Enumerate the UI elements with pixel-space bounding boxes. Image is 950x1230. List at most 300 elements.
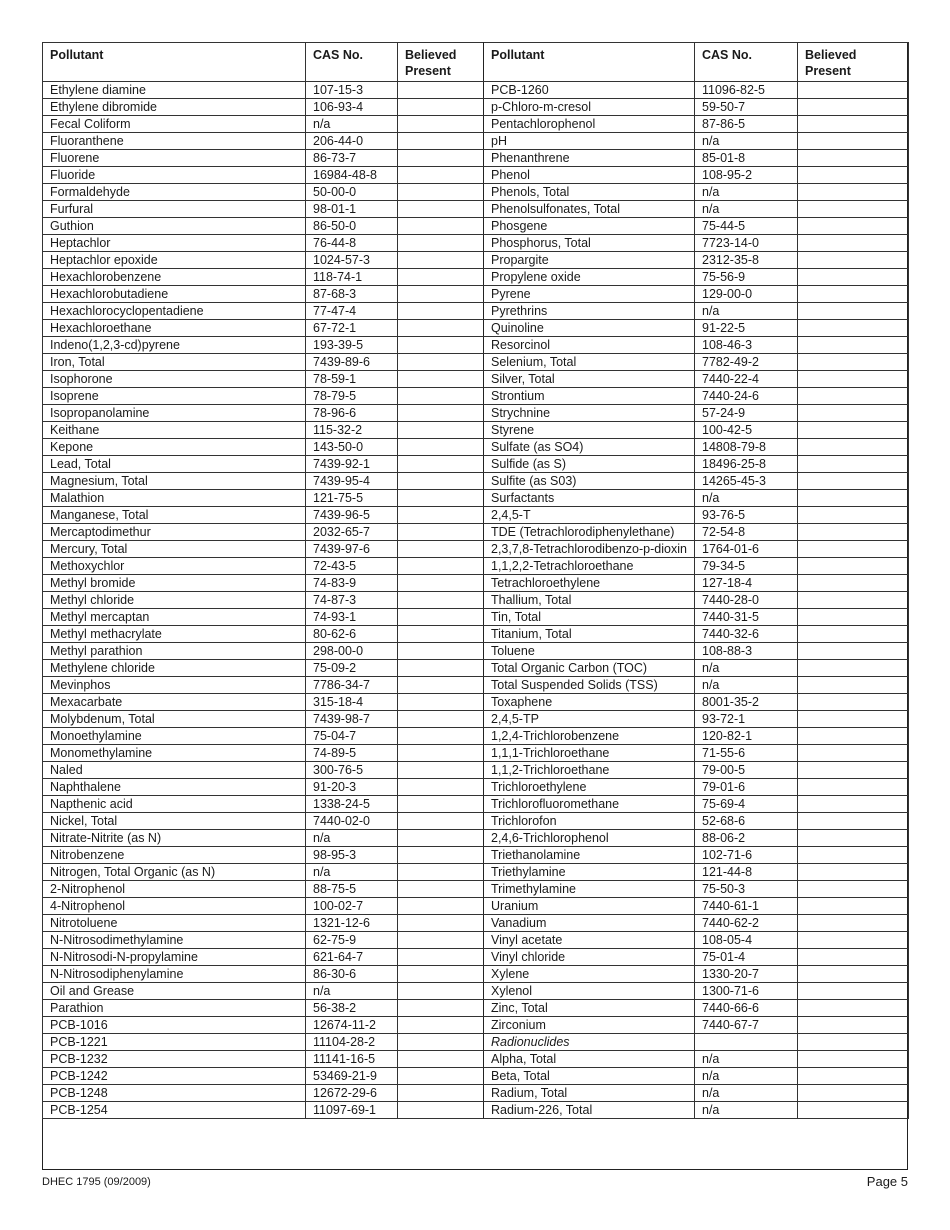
left-pollutant-cell: Fluorene [43,150,306,167]
right-believed-present-cell[interactable] [798,252,909,269]
left-believed-present-cell[interactable] [398,1034,484,1051]
left-believed-present-cell[interactable] [398,847,484,864]
left-believed-present-cell[interactable] [398,133,484,150]
right-cas-cell: n/a [695,660,798,677]
page-number: Page 5 [866,1174,908,1189]
right-believed-present-cell[interactable] [798,1051,909,1068]
table-row [43,184,909,201]
header-right-believed: Believed Present [798,43,909,82]
left-believed-present-cell[interactable] [398,575,484,592]
right-believed-present-cell[interactable] [798,235,909,252]
left-pollutant-cell: Mevinphos [43,677,306,694]
table-row [43,1051,909,1068]
left-cas-cell: 74-93-1 [306,609,398,626]
right-believed-present-cell[interactable] [798,456,909,473]
left-pollutant-cell: Mercaptodimethur [43,524,306,541]
table-row [43,830,909,847]
right-cas-cell: n/a [695,1068,798,1085]
left-believed-present-cell[interactable] [398,116,484,133]
left-believed-present-cell[interactable] [398,1051,484,1068]
right-pollutant-cell: 1,1,2,2-Tetrachloroethane [484,558,695,575]
right-cas-cell: 75-56-9 [695,269,798,286]
right-cas-cell: 79-00-5 [695,762,798,779]
left-cas-cell: 86-30-6 [306,966,398,983]
left-pollutant-cell: Methyl parathion [43,643,306,660]
left-cas-cell: 298-00-0 [306,643,398,660]
left-believed-present-cell[interactable] [398,99,484,116]
left-pollutant-cell: Methyl bromide [43,575,306,592]
table-row [43,779,909,796]
right-believed-present-cell[interactable] [798,677,909,694]
right-cas-cell: n/a [695,133,798,150]
right-pollutant-cell: 1,1,2-Trichloroethane [484,762,695,779]
right-pollutant-cell: Propylene oxide [484,269,695,286]
right-believed-present-cell[interactable] [798,694,909,711]
right-believed-present-cell[interactable] [798,167,909,184]
left-believed-present-cell[interactable] [398,269,484,286]
right-believed-present-cell[interactable] [798,626,909,643]
right-believed-present-cell[interactable] [798,303,909,320]
header-row [43,43,909,82]
left-believed-present-cell[interactable] [398,915,484,932]
right-cas-cell: 108-88-3 [695,643,798,660]
right-cas-cell: 1330-20-7 [695,966,798,983]
right-believed-present-cell[interactable] [798,1017,909,1034]
right-pollutant-cell: Sulfate (as SO4) [484,439,695,456]
right-cas-cell: 93-76-5 [695,507,798,524]
left-cas-cell: 98-95-3 [306,847,398,864]
table-row [43,490,909,507]
right-believed-present-cell[interactable] [798,711,909,728]
right-pollutant-cell: Vinyl chloride [484,949,695,966]
right-cas-cell: 7440-66-6 [695,1000,798,1017]
left-believed-present-cell[interactable] [398,286,484,303]
right-cas-cell: 7440-22-4 [695,371,798,388]
left-believed-present-cell[interactable] [398,201,484,218]
left-cas-cell: 1321-12-6 [306,915,398,932]
right-cas-cell: 7440-67-7 [695,1017,798,1034]
right-pollutant-cell: Strontium [484,388,695,405]
right-believed-present-cell[interactable] [798,575,909,592]
left-believed-present-cell[interactable] [398,1068,484,1085]
left-believed-present-cell[interactable] [398,813,484,830]
right-cas-cell: 1764-01-6 [695,541,798,558]
left-cas-cell: 74-89-5 [306,745,398,762]
right-pollutant-cell: Trimethylamine [484,881,695,898]
right-pollutant-cell: Vinyl acetate [484,932,695,949]
table-row [43,303,909,320]
right-believed-present-cell[interactable] [798,286,909,303]
left-believed-present-cell[interactable] [398,881,484,898]
left-pollutant-cell: Nitrotoluene [43,915,306,932]
left-pollutant-cell: Ethylene dibromide [43,99,306,116]
left-pollutant-cell: Monoethylamine [43,728,306,745]
right-cas-cell: n/a [695,1051,798,1068]
right-pollutant-cell: Phosphorus, Total [484,235,695,252]
right-pollutant-cell: Silver, Total [484,371,695,388]
right-pollutant-cell: Toxaphene [484,694,695,711]
right-believed-present-cell[interactable] [798,150,909,167]
table-row [43,915,909,932]
left-cas-cell: n/a [306,830,398,847]
right-believed-present-cell[interactable] [798,269,909,286]
left-believed-present-cell[interactable] [398,541,484,558]
left-believed-present-cell[interactable] [398,677,484,694]
right-pollutant-cell: PCB-1260 [484,82,695,99]
table-row [43,983,909,1000]
left-pollutant-cell: Molybdenum, Total [43,711,306,728]
right-cas-cell: 8001-35-2 [695,694,798,711]
right-believed-present-cell[interactable] [798,99,909,116]
header-left-pollutant: Pollutant [43,43,306,82]
right-believed-present-cell[interactable] [798,405,909,422]
left-believed-present-cell[interactable] [398,609,484,626]
right-pollutant-cell: Sulfide (as S) [484,456,695,473]
left-cas-cell: 77-47-4 [306,303,398,320]
left-believed-present-cell[interactable] [398,371,484,388]
right-cas-cell: 129-00-0 [695,286,798,303]
right-pollutant-cell: Titanium, Total [484,626,695,643]
left-cas-cell: 16984-48-8 [306,167,398,184]
table-row [43,422,909,439]
left-believed-present-cell[interactable] [398,150,484,167]
table-row [43,252,909,269]
right-cas-cell: 2312-35-8 [695,252,798,269]
left-believed-present-cell[interactable] [398,660,484,677]
right-pollutant-cell: Toluene [484,643,695,660]
left-cas-cell: 62-75-9 [306,932,398,949]
right-cas-cell [695,1034,798,1051]
right-cas-cell: n/a [695,1085,798,1102]
table-row [43,473,909,490]
left-cas-cell: 53469-21-9 [306,1068,398,1085]
right-believed-present-cell[interactable] [798,830,909,847]
right-cas-cell: 87-86-5 [695,116,798,133]
left-believed-present-cell[interactable] [398,711,484,728]
right-believed-present-cell[interactable] [798,660,909,677]
right-cas-cell: 79-34-5 [695,558,798,575]
table-row [43,762,909,779]
table-row [43,405,909,422]
right-believed-present-cell[interactable] [798,422,909,439]
right-cas-cell: 7782-49-2 [695,354,798,371]
right-cas-cell: 7440-62-2 [695,915,798,932]
left-cas-cell: 1024-57-3 [306,252,398,269]
left-pollutant-cell: Nitrate-Nitrite (as N) [43,830,306,847]
table-row [43,235,909,252]
left-believed-present-cell[interactable] [398,388,484,405]
right-pollutant-cell: Vanadium [484,915,695,932]
left-cas-cell: 7439-89-6 [306,354,398,371]
right-believed-present-cell[interactable] [798,507,909,524]
left-cas-cell: 115-32-2 [306,422,398,439]
right-believed-present-cell[interactable] [798,949,909,966]
right-believed-present-cell[interactable] [798,728,909,745]
right-believed-present-cell[interactable] [798,116,909,133]
left-pollutant-cell: Methoxychlor [43,558,306,575]
left-pollutant-cell: Malathion [43,490,306,507]
left-pollutant-cell: Nickel, Total [43,813,306,830]
left-cas-cell: 143-50-0 [306,439,398,456]
left-believed-present-cell[interactable] [398,762,484,779]
right-pollutant-cell: Triethylamine [484,864,695,881]
left-believed-present-cell[interactable] [398,643,484,660]
right-cas-cell: 102-71-6 [695,847,798,864]
left-believed-present-cell[interactable] [398,524,484,541]
right-pollutant-cell: Phenolsulfonates, Total [484,201,695,218]
right-cas-cell: 108-05-4 [695,932,798,949]
table-row [43,218,909,235]
left-believed-present-cell[interactable] [398,218,484,235]
table-row [43,507,909,524]
left-pollutant-cell: Napthenic acid [43,796,306,813]
right-pollutant-cell: Total Suspended Solids (TSS) [484,677,695,694]
right-believed-present-cell[interactable] [798,524,909,541]
left-cas-cell: 7439-96-5 [306,507,398,524]
left-believed-present-cell[interactable] [398,779,484,796]
left-pollutant-cell: Hexachloroethane [43,320,306,337]
right-believed-present-cell[interactable] [798,643,909,660]
left-pollutant-cell: Nitrogen, Total Organic (as N) [43,864,306,881]
left-pollutant-cell: Parathion [43,1000,306,1017]
left-cas-cell: n/a [306,864,398,881]
right-believed-present-cell[interactable] [798,966,909,983]
right-pollutant-cell: Xylenol [484,983,695,1000]
left-believed-present-cell[interactable] [398,235,484,252]
left-believed-present-cell[interactable] [398,626,484,643]
right-believed-present-cell[interactable] [798,592,909,609]
right-pollutant-cell: Propargite [484,252,695,269]
left-believed-present-cell[interactable] [398,456,484,473]
left-cas-cell: 80-62-6 [306,626,398,643]
table-row [43,320,909,337]
right-believed-present-cell[interactable] [798,915,909,932]
left-pollutant-cell: N-Nitrosodimethylamine [43,932,306,949]
right-cas-cell: 93-72-1 [695,711,798,728]
right-cas-cell: 108-95-2 [695,167,798,184]
left-pollutant-cell: Hexachlorobenzene [43,269,306,286]
left-believed-present-cell[interactable] [398,405,484,422]
right-believed-present-cell[interactable] [798,983,909,1000]
left-cas-cell: 67-72-1 [306,320,398,337]
left-cas-cell: 118-74-1 [306,269,398,286]
table-row [43,456,909,473]
left-believed-present-cell[interactable] [398,949,484,966]
right-pollutant-cell: TDE (Tetrachlorodiphenylethane) [484,524,695,541]
right-pollutant-cell: Selenium, Total [484,354,695,371]
left-cas-cell: 86-50-0 [306,218,398,235]
table-row [43,116,909,133]
right-believed-present-cell[interactable] [798,1034,909,1051]
right-pollutant-cell: 2,4,5-T [484,507,695,524]
left-pollutant-cell: Fluoride [43,167,306,184]
right-believed-present-cell[interactable] [798,133,909,150]
right-pollutant-cell: 2,4,5-TP [484,711,695,728]
table-row [43,660,909,677]
right-believed-present-cell[interactable] [798,898,909,915]
right-believed-present-cell[interactable] [798,1085,909,1102]
left-cas-cell: 7439-97-6 [306,541,398,558]
left-believed-present-cell[interactable] [398,694,484,711]
left-cas-cell: 74-87-3 [306,592,398,609]
right-cas-cell: 100-42-5 [695,422,798,439]
right-believed-present-cell[interactable] [798,82,909,99]
left-cas-cell: 7440-02-0 [306,813,398,830]
table-row [43,575,909,592]
table-row [43,813,909,830]
left-believed-present-cell[interactable] [398,252,484,269]
right-believed-present-cell[interactable] [798,813,909,830]
left-believed-present-cell[interactable] [398,1085,484,1102]
right-cas-cell: n/a [695,677,798,694]
left-cas-cell: 315-18-4 [306,694,398,711]
left-believed-present-cell[interactable] [398,932,484,949]
table-row [43,609,909,626]
right-pollutant-cell: Phenols, Total [484,184,695,201]
table-row [43,932,909,949]
right-believed-present-cell[interactable] [798,881,909,898]
right-believed-present-cell[interactable] [798,320,909,337]
right-believed-present-cell[interactable] [798,932,909,949]
right-pollutant-cell: Strychnine [484,405,695,422]
right-cas-cell: 18496-25-8 [695,456,798,473]
left-believed-present-cell[interactable] [398,558,484,575]
right-pollutant-cell: Styrene [484,422,695,439]
left-believed-present-cell[interactable] [398,728,484,745]
right-believed-present-cell[interactable] [798,1068,909,1085]
left-cas-cell: 75-09-2 [306,660,398,677]
left-pollutant-cell: Isophorone [43,371,306,388]
left-pollutant-cell: N-Nitrosodiphenylamine [43,966,306,983]
right-pollutant-cell: Pentachlorophenol [484,116,695,133]
right-pollutant-cell: Pyrene [484,286,695,303]
right-believed-present-cell[interactable] [798,337,909,354]
table-row [43,1085,909,1102]
right-believed-present-cell[interactable] [798,184,909,201]
right-believed-present-cell[interactable] [798,388,909,405]
left-believed-present-cell[interactable] [398,422,484,439]
right-believed-present-cell[interactable] [798,218,909,235]
table-row [43,82,909,99]
right-believed-present-cell[interactable] [798,796,909,813]
left-believed-present-cell[interactable] [398,473,484,490]
right-cas-cell: 11096-82-5 [695,82,798,99]
right-cas-cell: 91-22-5 [695,320,798,337]
table-row [43,592,909,609]
left-believed-present-cell[interactable] [398,1017,484,1034]
right-pollutant-cell: Uranium [484,898,695,915]
table-row [43,133,909,150]
right-believed-present-cell[interactable] [798,558,909,575]
left-pollutant-cell: Nitrobenzene [43,847,306,864]
right-believed-present-cell[interactable] [798,762,909,779]
left-believed-present-cell[interactable] [398,337,484,354]
right-pollutant-cell: Quinoline [484,320,695,337]
left-believed-present-cell[interactable] [398,439,484,456]
left-pollutant-cell: Guthion [43,218,306,235]
left-pollutant-cell: PCB-1242 [43,1068,306,1085]
right-cas-cell: 121-44-8 [695,864,798,881]
right-pollutant-cell: Trichlorofluoromethane [484,796,695,813]
left-believed-present-cell[interactable] [398,864,484,881]
left-pollutant-cell: Hexachlorocyclopentadiene [43,303,306,320]
left-believed-present-cell[interactable] [398,184,484,201]
left-cas-cell: 12672-29-6 [306,1085,398,1102]
right-believed-present-cell[interactable] [798,371,909,388]
right-believed-present-cell[interactable] [798,745,909,762]
left-believed-present-cell[interactable] [398,1102,484,1119]
left-pollutant-cell: Ethylene diamine [43,82,306,99]
right-pollutant-cell: Tetrachloroethylene [484,575,695,592]
table-row [43,881,909,898]
right-pollutant-cell: Radionuclides [484,1034,695,1051]
right-believed-present-cell[interactable] [798,864,909,881]
right-believed-present-cell[interactable] [798,439,909,456]
right-cas-cell: n/a [695,1102,798,1119]
left-believed-present-cell[interactable] [398,82,484,99]
right-cas-cell: 14265-45-3 [695,473,798,490]
left-pollutant-cell: 4-Nitrophenol [43,898,306,915]
left-believed-present-cell[interactable] [398,303,484,320]
left-believed-present-cell[interactable] [398,354,484,371]
right-believed-present-cell[interactable] [798,1000,909,1017]
table-row [43,694,909,711]
left-believed-present-cell[interactable] [398,796,484,813]
right-believed-present-cell[interactable] [798,541,909,558]
right-cas-cell: 75-01-4 [695,949,798,966]
left-believed-present-cell[interactable] [398,320,484,337]
left-cas-cell: 91-20-3 [306,779,398,796]
right-cas-cell: 7440-28-0 [695,592,798,609]
left-believed-present-cell[interactable] [398,983,484,1000]
left-believed-present-cell[interactable] [398,966,484,983]
left-cas-cell: 72-43-5 [306,558,398,575]
left-believed-present-cell[interactable] [398,167,484,184]
left-pollutant-cell: Isoprene [43,388,306,405]
left-believed-present-cell[interactable] [398,745,484,762]
left-cas-cell: 107-15-3 [306,82,398,99]
right-believed-present-cell[interactable] [798,609,909,626]
left-believed-present-cell[interactable] [398,507,484,524]
right-believed-present-cell[interactable] [798,201,909,218]
left-believed-present-cell[interactable] [398,1000,484,1017]
left-cas-cell: 100-02-7 [306,898,398,915]
right-believed-present-cell[interactable] [798,847,909,864]
left-believed-present-cell[interactable] [398,592,484,609]
right-cas-cell: 7440-24-6 [695,388,798,405]
left-believed-present-cell[interactable] [398,490,484,507]
right-pollutant-cell: Sulfite (as S03) [484,473,695,490]
left-pollutant-cell: Keithane [43,422,306,439]
right-believed-present-cell[interactable] [798,473,909,490]
table-row [43,167,909,184]
form-id: DHEC 1795 (09/2009) [42,1176,151,1188]
left-pollutant-cell: Methylene chloride [43,660,306,677]
table-row [43,728,909,745]
left-pollutant-cell: 2-Nitrophenol [43,881,306,898]
left-cas-cell: 206-44-0 [306,133,398,150]
left-believed-present-cell[interactable] [398,898,484,915]
left-cas-cell: 2032-65-7 [306,524,398,541]
right-believed-present-cell[interactable] [798,354,909,371]
right-believed-present-cell[interactable] [798,779,909,796]
right-believed-present-cell[interactable] [798,490,909,507]
left-cas-cell: 76-44-8 [306,235,398,252]
left-believed-present-cell[interactable] [398,830,484,847]
right-believed-present-cell[interactable] [798,1102,909,1119]
left-cas-cell: 56-38-2 [306,1000,398,1017]
table-row [43,1017,909,1034]
